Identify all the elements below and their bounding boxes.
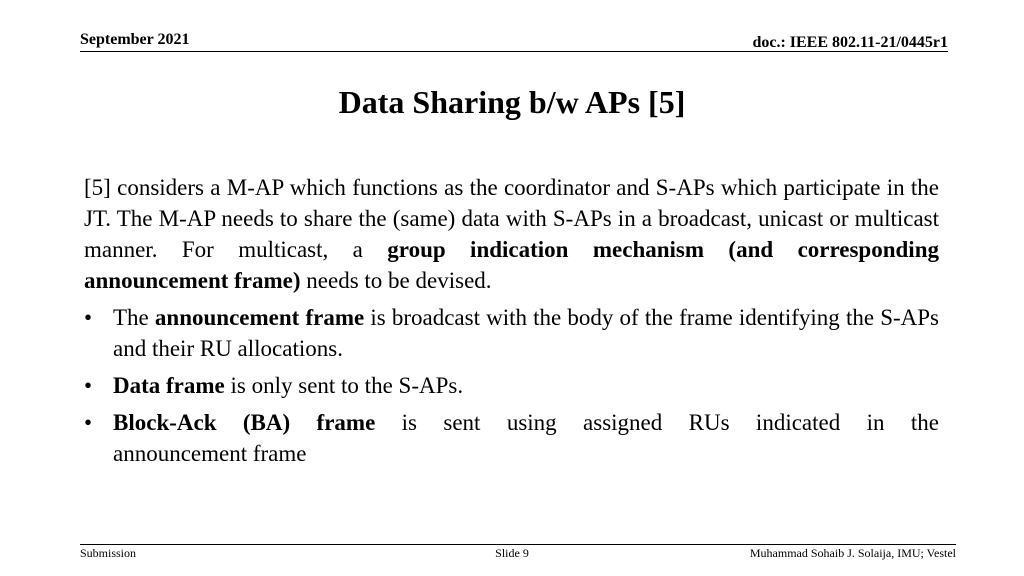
footer-slide-number: Slide 9 [495,546,529,560]
bullet-text: is broadcast with the body of the frame identifying the S-APs and their RU allocations. [113,305,939,361]
bullet-bold-text: Block-Ack (BA) frame [113,410,376,435]
bullet-dot-icon: • [84,410,93,435]
footer-submission: Submission [80,546,137,560]
bullet-text: The [113,305,155,330]
bullet-item [84,302,939,364]
bullet-dot-icon: • [84,373,93,398]
bullet-list [84,302,939,469]
header-date: September 2021 [80,31,190,48]
bullet-dot-icon: • [84,305,93,330]
intro-text-1: [5] considers a M-AP which functions as the coordinator and S-APs which participate in the JT. The M-AP needs to share the (same) data with S-APs in a broadcast, unicast or multicast manner. For multicast, a [84,175,939,262]
footer-author: Muhammad Sohaib J. Solaija, IMU; Vestel [749,546,956,560]
intro-paragraph [84,172,939,296]
slide-title: Data Sharing b/w APs [5] [338,84,686,120]
header-doc-id: doc.: IEEE 802.11-21/0445r1 [752,34,948,51]
slide-content [84,172,939,475]
intro-text-2: needs to be devised. [300,268,492,293]
bullet-text: is sent using assigned RUs indicated in the [375,410,939,435]
bullet-item [84,370,939,401]
bullet-line-justified [113,407,939,438]
footer-divider [80,544,956,545]
bullet-text: is only sent to the S-APs. [224,373,464,398]
bullet-bold-text: announcement frame [154,305,365,330]
bullet-text: announcement frame [113,441,307,466]
header-divider [80,51,948,52]
intro-bold-text: group indication mechanism (and corresponding announcement frame) [84,237,939,293]
bullet-bold-text: Data frame [113,373,225,398]
bullet-item [84,407,939,469]
